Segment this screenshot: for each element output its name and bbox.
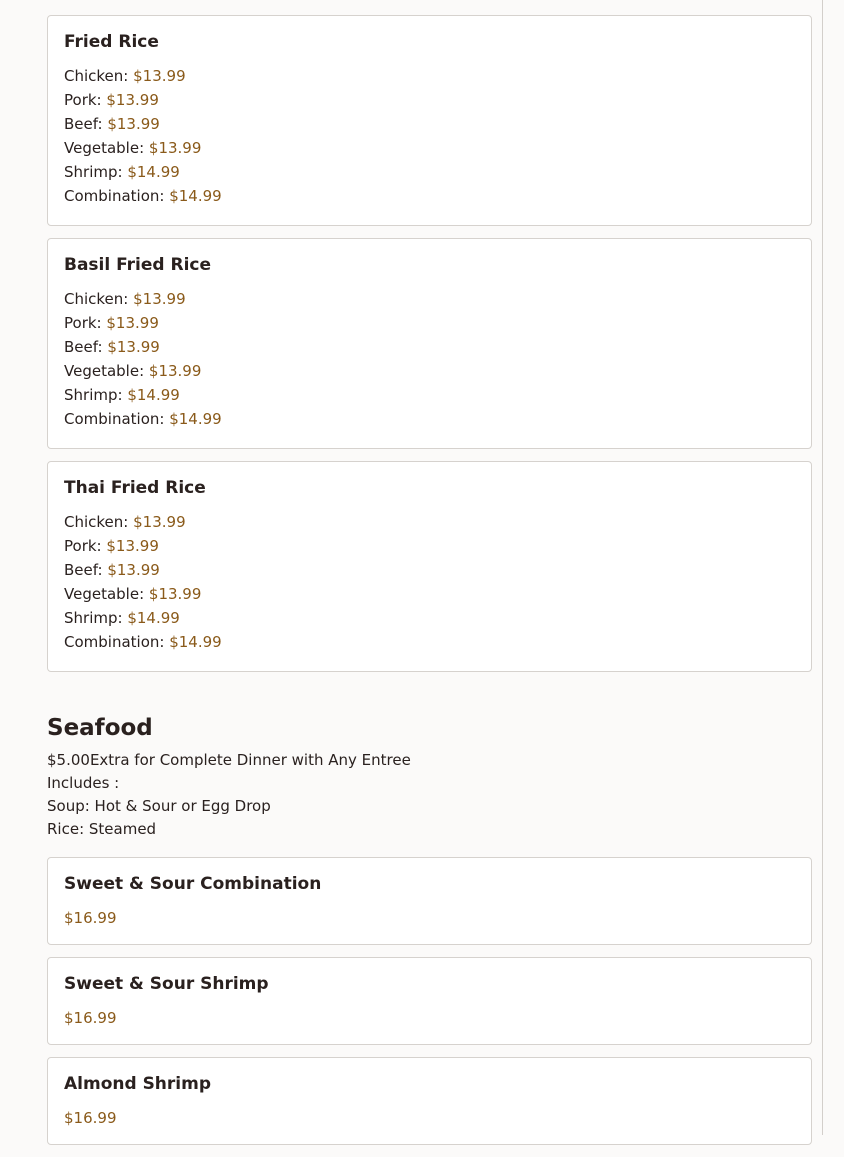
dinner-extra-note: $5.00Extra for Complete Dinner with Any Entree bbox=[47, 751, 411, 769]
price-value: $14.99 bbox=[127, 609, 180, 627]
menu-item-title: Basil Fried Rice bbox=[64, 255, 211, 275]
rice-note: Rice: Steamed bbox=[47, 820, 157, 838]
price-value: $13.99 bbox=[133, 67, 186, 85]
price-value: $13.99 bbox=[107, 115, 160, 133]
price-value: $13.99 bbox=[107, 561, 160, 579]
price-label: Pork: bbox=[64, 537, 102, 555]
soup-note: Soup: Hot & Sour or Egg Drop bbox=[47, 797, 271, 815]
price-label: Combination: bbox=[64, 187, 165, 205]
price-line bbox=[64, 335, 795, 359]
price-value: $13.99 bbox=[148, 362, 202, 380]
price-value: $13.99 bbox=[106, 91, 159, 109]
price-label: Combination: bbox=[64, 633, 165, 651]
menu-item-title: Sweet & Sour Combination bbox=[64, 874, 322, 894]
price-value: $14.99 bbox=[127, 163, 180, 181]
price-line bbox=[64, 407, 795, 431]
price-line bbox=[64, 359, 795, 383]
price-label: Pork: bbox=[64, 314, 102, 332]
price-value: $13.99 bbox=[107, 338, 160, 356]
includes-note: Includes : bbox=[47, 774, 120, 792]
price-value: $14.99 bbox=[169, 187, 222, 205]
price-label: Vegetable: bbox=[64, 362, 145, 380]
price-line bbox=[64, 558, 795, 582]
price-label: Vegetable: bbox=[64, 585, 145, 603]
price-line bbox=[64, 136, 795, 160]
price-label: Shrimp: bbox=[64, 609, 123, 627]
price-line bbox=[64, 582, 795, 606]
menu-content bbox=[47, 15, 812, 1157]
price-value: $13.99 bbox=[133, 513, 186, 531]
menu-item-title: Almond Shrimp bbox=[64, 1074, 212, 1094]
price-label: Beef: bbox=[64, 115, 103, 133]
menu-card-sweet-sour-combination bbox=[47, 857, 812, 945]
section-notes bbox=[47, 749, 812, 841]
price-line bbox=[64, 383, 795, 407]
price-line bbox=[64, 311, 795, 335]
price-value: $13.99 bbox=[106, 314, 159, 332]
menu-card-fried-rice bbox=[47, 15, 812, 226]
price-value: $16.99 bbox=[64, 1009, 117, 1027]
menu-item-title: Fried Rice bbox=[64, 32, 159, 52]
price-value: $14.99 bbox=[169, 410, 222, 428]
price-label: Beef: bbox=[64, 561, 103, 579]
price-line bbox=[64, 112, 795, 136]
menu-card-thai-fried-rice bbox=[47, 461, 812, 672]
price-value: $14.99 bbox=[169, 633, 222, 651]
price-label: Combination: bbox=[64, 410, 165, 428]
price-line bbox=[64, 630, 795, 654]
price-label: Chicken: bbox=[64, 290, 129, 308]
price-label: Shrimp: bbox=[64, 163, 123, 181]
price-line bbox=[64, 534, 795, 558]
price-value: $13.99 bbox=[148, 585, 202, 603]
section-heading: Seafood bbox=[47, 715, 153, 741]
price-label: Shrimp: bbox=[64, 386, 123, 404]
price-line bbox=[64, 287, 795, 311]
price-value: $13.99 bbox=[133, 290, 186, 308]
price-line bbox=[64, 606, 795, 630]
page-right-border bbox=[822, 0, 823, 1135]
price-value: $13.99 bbox=[148, 139, 202, 157]
menu-card-basil-fried-rice bbox=[47, 238, 812, 449]
price-value: $14.99 bbox=[127, 386, 180, 404]
seafood-section bbox=[47, 713, 812, 1145]
price-label: Vegetable: bbox=[64, 139, 145, 157]
price-line bbox=[64, 184, 795, 208]
price-value: $13.99 bbox=[106, 537, 159, 555]
menu-card-sweet-sour-shrimp bbox=[47, 957, 812, 1045]
price-label: Beef: bbox=[64, 338, 103, 356]
price-value: $16.99 bbox=[64, 909, 117, 927]
price-label: Chicken: bbox=[64, 513, 129, 531]
price-label: Pork: bbox=[64, 91, 102, 109]
menu-item-title: Thai Fried Rice bbox=[64, 478, 206, 498]
price-value: $16.99 bbox=[64, 1109, 117, 1127]
menu-item-title: Sweet & Sour Shrimp bbox=[64, 974, 269, 994]
price-line bbox=[64, 160, 795, 184]
price-label: Chicken: bbox=[64, 67, 129, 85]
price-line bbox=[64, 510, 795, 534]
price-line bbox=[64, 88, 795, 112]
price-line bbox=[64, 64, 795, 88]
menu-card-almond-shrimp bbox=[47, 1057, 812, 1145]
